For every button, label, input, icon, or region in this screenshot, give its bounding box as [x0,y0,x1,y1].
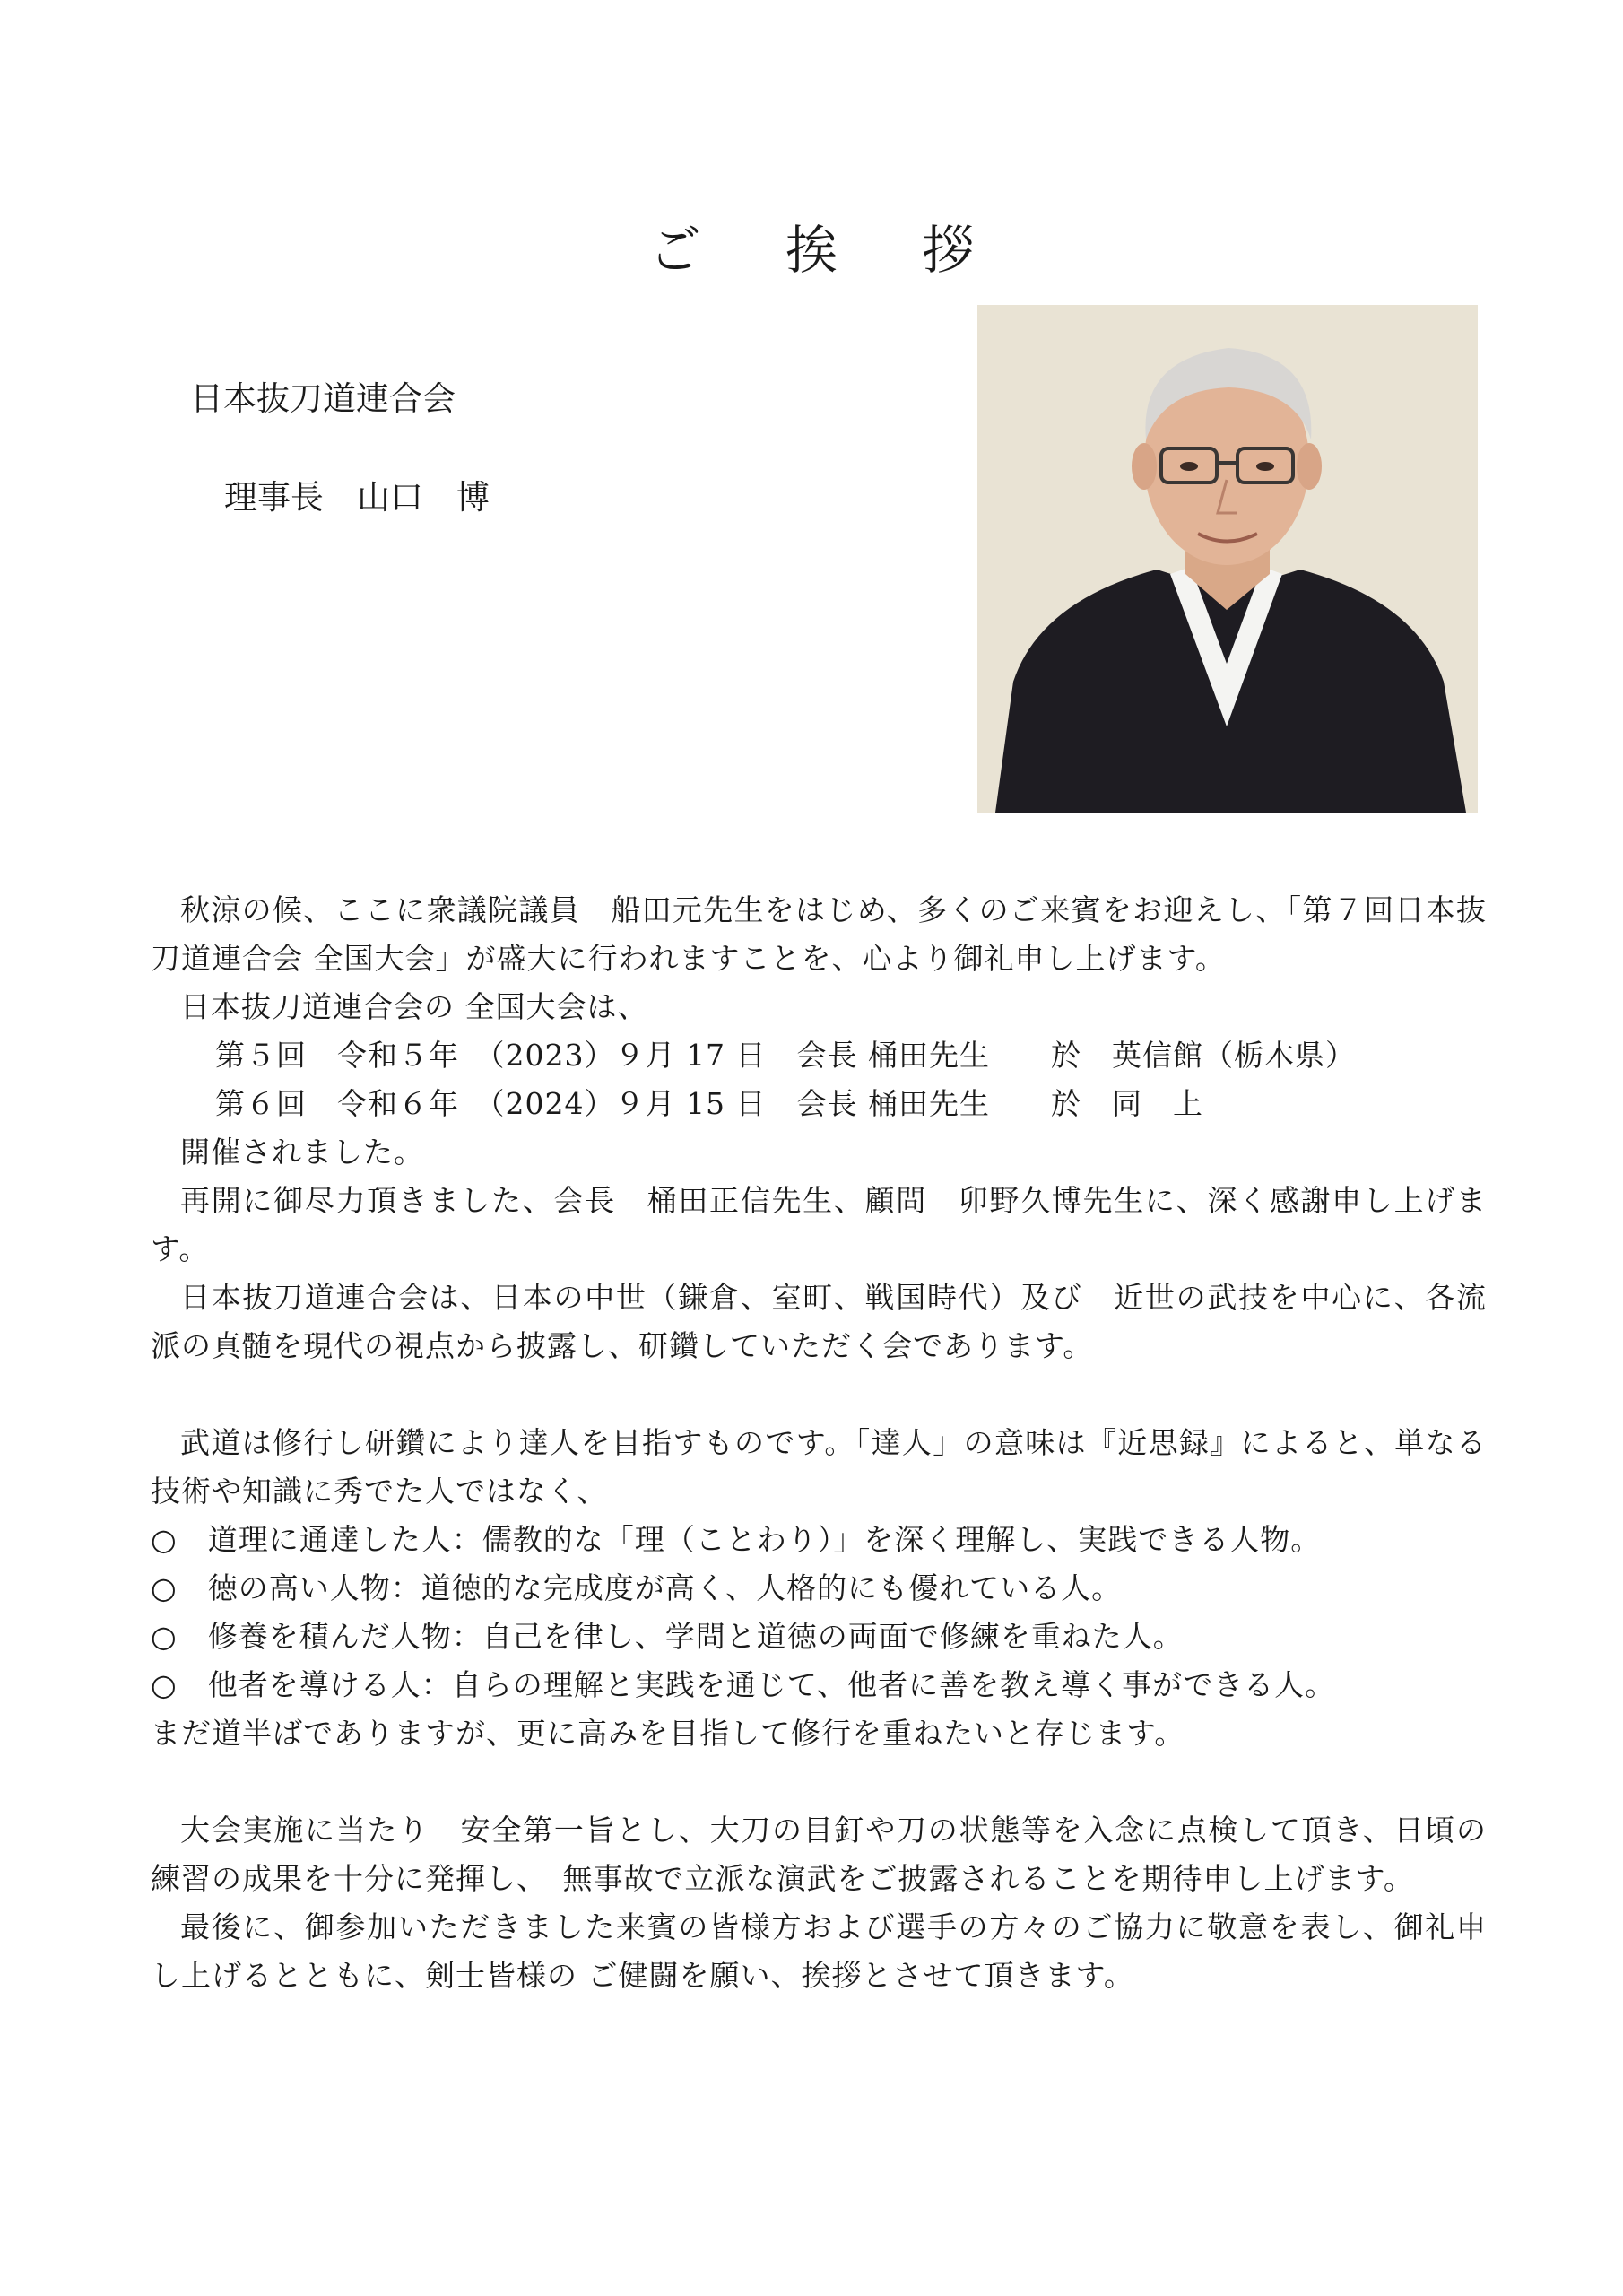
bullet-item: ○ 道理に通達した人：儒教的な「理（ことわり）」を深く理解し、実践できる人物。 [151,1522,1322,1557]
schedule-line-6: 第６回 令和６年 （2024）９月 15 日 会長 桶田先生 於 同 上 [215,1086,1203,1121]
bullet-item: ○ 他者を導ける人：自らの理解と実践を通じて、他者に善を教え導く事ができる人。 [151,1667,1336,1702]
held-line: 開催されました。 [180,1135,424,1170]
chairman-name: 理事長 山口 博 [224,478,490,517]
schedule-line-5: 第５回 令和５年 （2023）９月 17 日 会長 桶田先生 於 英信館（栃木県） [215,1038,1356,1073]
bullet-item: ○ 修養を積んだ人物：自己を律し、学問と道徳の両面で修練を重ねた人。 [151,1619,1184,1654]
paragraph-gap [151,1758,1487,1806]
safety-paragraph: 大会実施に当たり 安全第一旨とし、大刀の目釘や刀の状態等を入念に点検して頂き、日頃の練習の成果を十分に発揮し、 無事故で立派な演武をご披露されることを期待申し上げます。 [151,1813,1487,1896]
aspiration-line: まだ道半ばでありますが、更に高みを目指して修行を重ねたいと存じます。 [151,1716,1185,1751]
association-paragraph: 日本抜刀道連合会は、日本の中世（鎌倉、室町、戦国時代）及び 近世の武技を中心に、各流派の真髄を現代の視点から披露し、研鑽していただく会であります。 [151,1280,1487,1363]
greeting-body [151,886,1487,2000]
chairman-portrait [977,305,1478,813]
thanks-paragraph: 再開に御尽力頂きました、会長 桶田正信先生、顧問 卯野久博先生に、深く感謝申し上げます。 [151,1183,1487,1266]
page-title: ご 挨 拶 [648,220,1009,281]
budo-paragraph: 武道は修行し研鑽により達人を目指すものです。「達人」の意味は『近思録』によると、単なる技術や知識に秀でた人ではなく、 [151,1425,1487,1509]
bullet-item: ○ 徳の高い人物：道徳的な完成度が高く、人格的にも優れている人。 [151,1570,1123,1605]
opening-paragraph: 秋涼の候、ここに衆議院議員 船田元先生をはじめ、多くのご来賓をお迎えし、「第７回日本抜刀道連合会 全国大会」が盛大に行われますことを、心より御礼申し上げます。 [151,892,1487,976]
tournament-intro: 日本抜刀道連合会の 全国大会は、 [180,989,648,1024]
paragraph-gap [151,1370,1487,1419]
portrait-illustration [977,305,1478,813]
closing-paragraph: 最後に、御参加いただきました来賓の皆様方および選手の方々のご協力に敬意を表し、御礼申し上げるとともに、剣士皆様の ご健闘を願い、挨拶とさせて頂きます。 [151,1909,1487,1993]
organization-name: 日本抜刀道連合会 [190,379,456,418]
